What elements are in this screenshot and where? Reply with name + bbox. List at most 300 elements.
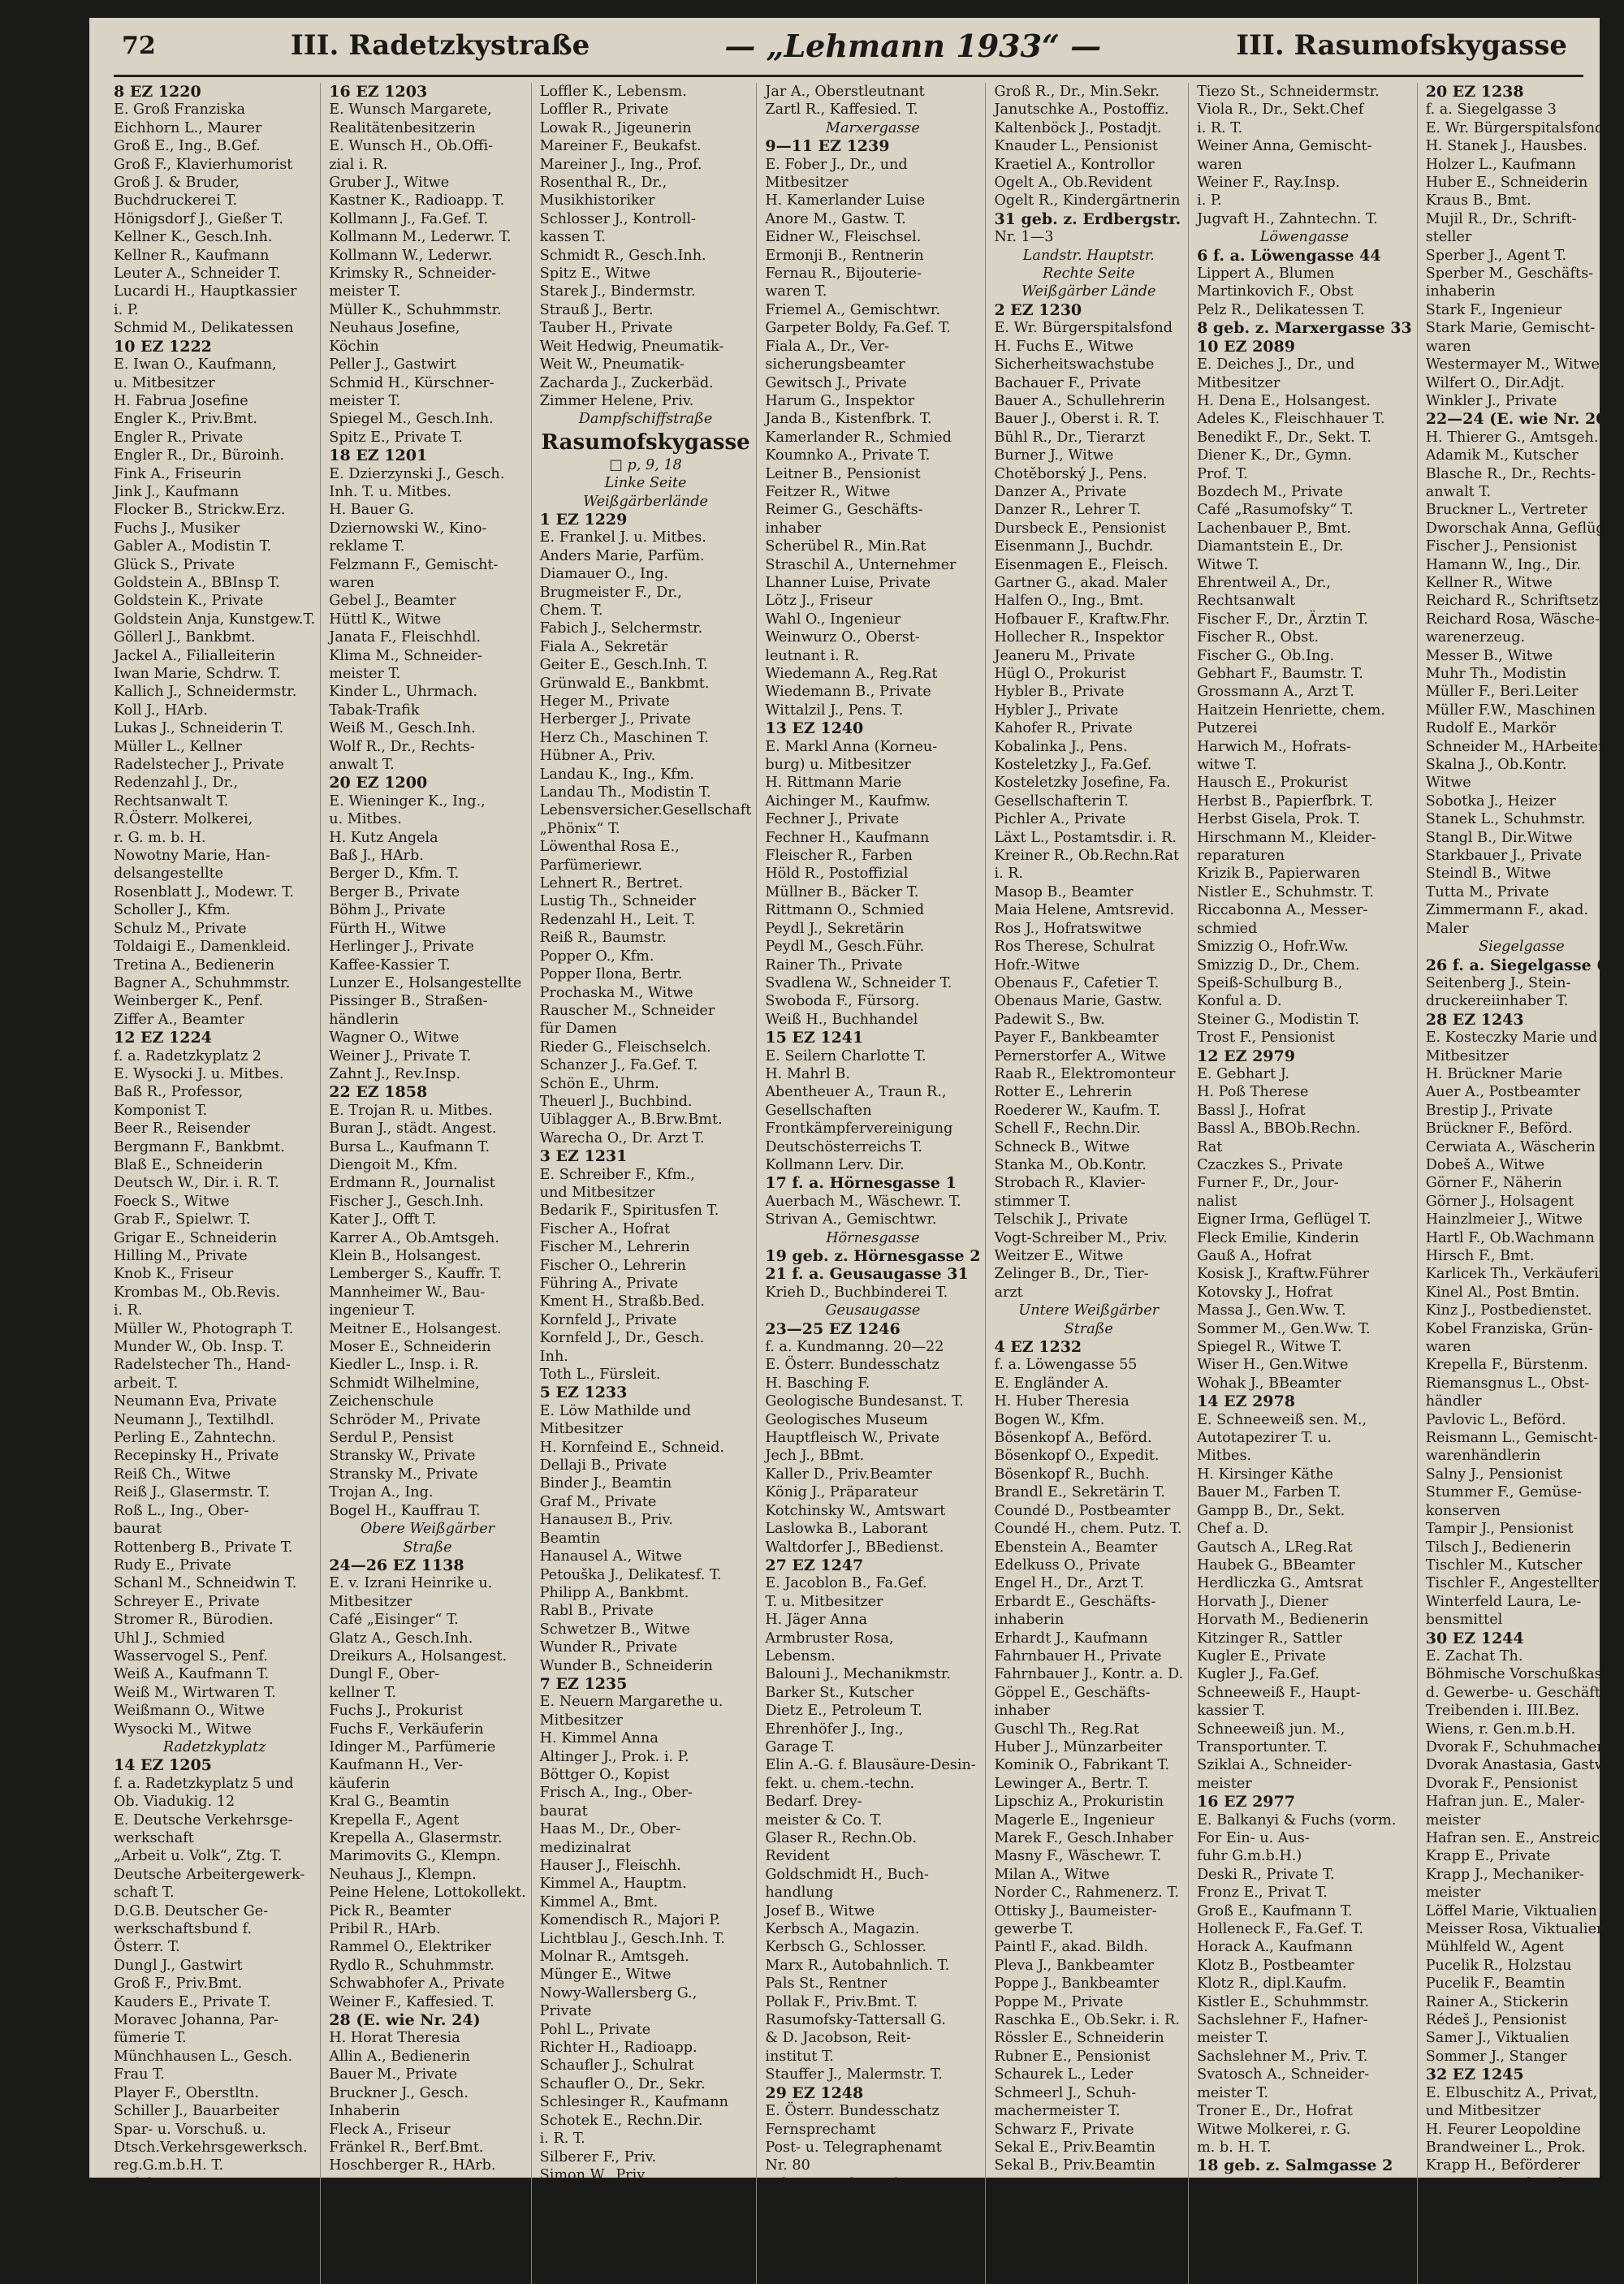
header-right-street: III. Rasumofskygasse bbox=[1236, 29, 1567, 62]
directory-entry: Frisch A., Ing., Ober- bbox=[539, 1785, 693, 1802]
directory-entry: delsangestellte bbox=[114, 866, 224, 883]
directory-entry: Moser E., Schneiderin bbox=[329, 1339, 491, 1356]
directory-entry: Kment H., Straßb.Bed. bbox=[539, 1293, 705, 1310]
directory-entry: Hirsch F., Bmt. bbox=[1425, 1248, 1535, 1264]
directory-entry: Riemansgnus L., Obst- bbox=[1425, 1375, 1590, 1392]
directory-entry: Bagner A., Schuhmmstr. bbox=[114, 974, 291, 991]
directory-entry: Mitbesitzer bbox=[539, 1421, 623, 1438]
directory-entry: Adamik M., Kutscher bbox=[1425, 447, 1579, 464]
directory-entry: Glatz A., Gesch.Inh. bbox=[329, 1630, 473, 1647]
directory-entry: inhaber bbox=[765, 520, 822, 537]
directory-entry: Simon W., Priv. bbox=[539, 2166, 648, 2183]
directory-entry: Westermayer M., Witwe bbox=[1425, 356, 1600, 373]
directory-entry: Tretina A., Bedienerin bbox=[114, 956, 274, 974]
directory-entry: Revident bbox=[765, 1848, 830, 1865]
directory-entry: Schmid M., Delikatessen bbox=[114, 320, 294, 337]
directory-entry: Sperber M., Geschäfts- bbox=[1425, 266, 1594, 283]
directory-entry: Marx R., Autobahnlich. T. bbox=[765, 1957, 950, 1974]
directory-entry: 15 EZ 1241 bbox=[765, 1029, 864, 1047]
directory-entry: Lustig Th., Schneider bbox=[539, 893, 696, 910]
directory-entry: 23—25 EZ 1246 bbox=[765, 1319, 901, 1338]
directory-entry: Tischler M., Kutscher bbox=[1425, 1556, 1583, 1574]
directory-entry: Muhr Th., Modistin bbox=[1425, 666, 1566, 682]
directory-entry: 34 f. a. Landstraßer bbox=[1425, 2211, 1597, 2230]
directory-entry: Coundé D., Postbeamter bbox=[994, 1502, 1171, 1519]
directory-entry: Bassl A., BBOb.Rechn. bbox=[1197, 1120, 1361, 1138]
directory-entry: Städler H., Friseurin bbox=[539, 2185, 691, 2202]
directory-entry: Fuchs F., Verkäuferin bbox=[329, 1721, 484, 1738]
directory-entry: Wiens, r. Gen.m.b.H. bbox=[1425, 1721, 1576, 1738]
directory-entry: Wilfert O., Dir.Adjt. bbox=[1425, 374, 1565, 391]
directory-entry: f. a. Radetzkyplatz 2 bbox=[114, 1047, 262, 1064]
directory-entry: Rieder G., Fleischselch. bbox=[539, 1038, 711, 1056]
directory-entry: Fleck A., Friseur bbox=[329, 2121, 451, 2138]
directory-entry: Hybler J., Private bbox=[994, 702, 1119, 719]
directory-entry: Wagner O., Witwe bbox=[329, 1030, 460, 1047]
directory-entry: Kerbsch G., Schlosser. bbox=[765, 1939, 927, 1956]
directory-entry: Bergmann F., Bankbmt. bbox=[114, 1138, 285, 1155]
directory-entry: i. R. bbox=[994, 866, 1024, 883]
directory-entry: Hügl O., Prokurist bbox=[994, 666, 1126, 682]
directory-entry: anwalt T. bbox=[1425, 483, 1492, 500]
directory-entry: 8 geb. z. Marxergasse 33 bbox=[1197, 319, 1412, 338]
directory-entry: i. P. bbox=[114, 301, 139, 318]
directory-entry: Raab R., Elektromonteur bbox=[994, 1065, 1176, 1082]
directory-entry: Rat bbox=[1197, 1138, 1223, 1155]
directory-entry: E. Deiches J., Dr., und bbox=[1197, 356, 1355, 373]
directory-entry: Heger M., Private bbox=[539, 693, 670, 710]
directory-entry: fuhr G.m.b.H.) bbox=[1197, 1848, 1302, 1865]
directory-entry: Brugmeister F., Dr., bbox=[539, 584, 682, 601]
directory-entry: Münger E., Witwe bbox=[539, 1967, 672, 1984]
directory-entry: Chem. T. bbox=[539, 602, 603, 619]
directory-entry: Fränkel R., Berf.Bmt. bbox=[329, 2139, 484, 2156]
directory-entry: Maia Helene, Amtsrevid. bbox=[994, 902, 1175, 919]
directory-entry: reg.G.m.b.H. T. bbox=[114, 2157, 224, 2174]
directory-entry: Tabak-Trafik bbox=[994, 2194, 1085, 2211]
directory-entry: Kosteletzky J., Fa.Gef. bbox=[994, 757, 1152, 774]
directory-entry: Viola R., Dr., Sekt.Chef bbox=[1197, 101, 1364, 119]
directory-entry: Krepella A., Glasermstr. bbox=[329, 1830, 503, 1846]
directory-entry: Österr. T. bbox=[114, 1939, 180, 1956]
directory-entry: Mitbes. bbox=[1197, 1448, 1252, 1465]
directory-entry: E. Groß Franziska bbox=[114, 101, 245, 119]
directory-column bbox=[1197, 83, 1418, 2284]
directory-entry: Radetzkyplatz bbox=[162, 1738, 266, 1755]
directory-entry: Schwarz F., Private bbox=[994, 2121, 1134, 2138]
directory-entry: Dungl F., Ober- bbox=[329, 1666, 440, 1683]
directory-entry: Herdliczka G., Amtsrat bbox=[1197, 1575, 1363, 1592]
directory-entry: Geologisches Museum bbox=[765, 1411, 928, 1428]
directory-entry: Bruckner L., Vertreter bbox=[1425, 502, 1587, 519]
directory-entry: H. Dena E., Holsangest. bbox=[1197, 392, 1371, 409]
directory-entry: Auer A., Postbeamter bbox=[1425, 1084, 1581, 1101]
directory-entry: leutnant i. R. bbox=[765, 647, 860, 664]
directory-entry: Rainer Th., Private bbox=[765, 956, 903, 974]
directory-entry: 22 EZ 1858 bbox=[329, 1083, 428, 1102]
directory-entry: Marxergasse bbox=[825, 119, 920, 136]
page-number: 72 bbox=[122, 31, 156, 60]
directory-entry: Geusaugasse bbox=[825, 1302, 921, 1319]
directory-entry: Nr. 1—3 bbox=[994, 229, 1054, 246]
directory-entry: Schneeweiß F., Haupt- bbox=[1197, 1684, 1361, 1701]
directory-entry: Goldstein K., Private bbox=[114, 593, 264, 610]
directory-entry: Fischer F., Dr., Ärztin T. bbox=[1197, 611, 1368, 628]
directory-entry: Dvorak F., Schuhmacher bbox=[1425, 1738, 1604, 1755]
directory-entry: Rechtsanwalt bbox=[1197, 593, 1296, 610]
directory-entry: Landau K., Ing., Kfm. bbox=[539, 766, 695, 783]
directory-entry: Neumann Eva, Private bbox=[114, 1393, 277, 1410]
directory-entry: Kaffee-Kassier T. bbox=[329, 956, 451, 974]
directory-entry: Peydl J., Sekretärin bbox=[765, 920, 905, 937]
directory-entry: Dietz E., Petroleum T. bbox=[765, 1703, 922, 1720]
directory-entry: Welzl R., Gastwirt bbox=[114, 2175, 244, 2192]
directory-entry: Poppe J., Bankbeamter bbox=[994, 1975, 1160, 1993]
directory-entry: Kornfeld J., Private bbox=[539, 1311, 677, 1328]
directory-entry: Witwe bbox=[1425, 775, 1471, 792]
directory-entry: bensmittel bbox=[1425, 1612, 1503, 1629]
directory-entry: Klein B., Holsangest. bbox=[329, 1248, 482, 1264]
directory-entry: Perling E., Zahntechn. bbox=[114, 1430, 276, 1447]
directory-entry: 28 EZ 1243 bbox=[1425, 1010, 1524, 1029]
directory-entry: Groß R., Dr., Min.Sekr. bbox=[994, 84, 1160, 100]
directory-entry: Haubek G., BBeamter bbox=[1197, 1556, 1355, 1574]
directory-entry: E. Wunsch Margarete, bbox=[329, 101, 492, 119]
directory-entry: Kraetiel A., Kontrollor bbox=[994, 156, 1155, 173]
directory-entry: H. Brückner Marie bbox=[1425, 1065, 1563, 1082]
directory-entry: Neumann J., Textilhdl. bbox=[114, 1411, 274, 1428]
directory-entry: Konicky W., Private bbox=[329, 2212, 469, 2229]
directory-entry: Pollak F., Priv.Bmt. T. bbox=[765, 1993, 918, 2010]
directory-entry: Scherübel R., Min.Rat bbox=[765, 538, 926, 555]
directory-entry: For Ein- u. Aus- bbox=[1197, 1830, 1310, 1846]
directory-entry: Treibenden i. III.Bez. bbox=[1425, 1703, 1579, 1720]
directory-entry: 3 EZ 1231 bbox=[539, 1147, 628, 1166]
directory-entry: Pals St., Rentner bbox=[765, 1975, 888, 1993]
directory-entry: Iwan Marie, Schdrw. T. bbox=[114, 666, 281, 682]
directory-entry: Schlesinger R., Kaufmann bbox=[539, 2094, 728, 2111]
directory-entry: Winterfeld Laura, Le- bbox=[1425, 1593, 1582, 1610]
directory-entry: Böhm J., Private bbox=[329, 902, 446, 919]
directory-entry: Schneeweiß jun. M., bbox=[1197, 1721, 1345, 1738]
directory-entry: u. Mitbesitzer bbox=[114, 374, 215, 391]
directory-entry: Herberger J., Private bbox=[539, 711, 691, 728]
directory-entry: 6 f. a. Löwengasse 44 bbox=[1197, 246, 1381, 265]
directory-entry: warenerzeug. bbox=[1425, 629, 1526, 646]
directory-entry: Coundé H., chem. Putz. T. bbox=[994, 1521, 1182, 1538]
directory-entry: Hörnesgasse bbox=[826, 1229, 920, 1246]
directory-entry: Mühlfeld W., Agent bbox=[1425, 1939, 1564, 1956]
directory-entry: Dellaji B., Private bbox=[539, 1457, 667, 1474]
directory-entry: Geiter E., Gesch.Inh. T. bbox=[539, 657, 708, 674]
directory-entry: Lebensm. bbox=[765, 1647, 836, 1664]
directory-entry: meister bbox=[1425, 1885, 1481, 1902]
directory-entry: Wiedemann B., Private bbox=[765, 684, 931, 701]
directory-entry: r. G. m. b. H. bbox=[114, 829, 206, 846]
directory-entry: Ottisky J., Baumeister- bbox=[994, 1902, 1157, 1919]
directory-entry: Laslowka B., Laborant bbox=[765, 1521, 928, 1538]
directory-entry: Post- u. Telegraphenamt bbox=[765, 2139, 942, 2156]
directory-entry: konserven bbox=[1425, 1502, 1501, 1519]
directory-entry: Diengoit M., Kfm. bbox=[329, 1156, 458, 1173]
directory-entry: Maler bbox=[1425, 920, 1469, 937]
directory-entry: Magerle E., Ingenieur bbox=[994, 1811, 1155, 1828]
directory-entry: H. Kornfeind E., Schneid. bbox=[539, 1439, 725, 1456]
directory-entry: Fleck Emilie, Kinderin bbox=[1197, 1229, 1359, 1246]
directory-entry: Mujil R., Dr., Schrift- bbox=[1425, 210, 1577, 227]
directory-entry: Schreyer E., Private bbox=[114, 1593, 260, 1610]
directory-entry: Göllerl J., Bankbmt. bbox=[114, 629, 256, 646]
directory-entry: H. Kutz Angela bbox=[329, 829, 438, 846]
directory-entry: 28 (E. wie Nr. 24) bbox=[329, 2011, 481, 2030]
directory-entry: Bauer A., Schullehrerin bbox=[994, 392, 1165, 409]
directory-entry: 13 EZ 1240 bbox=[765, 719, 864, 738]
directory-entry: Gabler A., Modistin T. bbox=[114, 538, 272, 555]
directory-entry: Masny F., Wäschewr. T. bbox=[994, 1848, 1162, 1865]
directory-entry: H. Huber Theresia bbox=[994, 1393, 1129, 1410]
directory-entry: Obere Weißgärber bbox=[360, 1521, 495, 1538]
directory-entry: Dungl J., Gastwirt bbox=[114, 1957, 243, 1974]
directory-entry: Fuchs J., Prokurist bbox=[329, 1703, 464, 1720]
directory-entry: Schröder M., Private bbox=[329, 1411, 481, 1428]
directory-entry: Erhardt J., Kaufmann bbox=[994, 1630, 1148, 1647]
directory-entry: Dobeš A., Witwe bbox=[1425, 1156, 1545, 1173]
directory-entry: Riccabonna A., Messer- bbox=[1197, 902, 1368, 919]
directory-entry: Fiala A., Dr., Ver- bbox=[765, 338, 890, 355]
directory-entry: Gauß A., Hofrat bbox=[1197, 1248, 1312, 1264]
directory-entry: Bauer M., Private bbox=[329, 2066, 458, 2083]
directory-entry: Spitz E., Private T. bbox=[329, 429, 463, 446]
directory-entry: Zartl R., Kaffesied. T. bbox=[765, 101, 918, 119]
directory-entry: Müller F., Beri.Leiter bbox=[1425, 684, 1579, 701]
directory-entry: Ros Therese, Schulrat bbox=[994, 939, 1155, 956]
directory-entry: Mitbesitzer bbox=[1425, 1047, 1509, 1064]
directory-entry: waren bbox=[1425, 338, 1471, 355]
directory-entry: Reimer G., Geschäfts- bbox=[765, 502, 923, 519]
directory-entry: Dworschak Anna, Geflüg. bbox=[1425, 520, 1610, 537]
directory-entry: werkschaft bbox=[114, 1830, 194, 1846]
directory-entry: Peine Helene, Lottokollekt. bbox=[329, 1885, 526, 1902]
directory-entry: Fahrnbauer J., Kontr. a. D. bbox=[994, 1666, 1184, 1683]
directory-entry: Koll J., HArb. bbox=[114, 702, 208, 719]
directory-entry: E. Löw Mathilde und bbox=[539, 1402, 691, 1419]
directory-entry: Kornfeld J., Dr., Gesch. bbox=[539, 1330, 705, 1347]
directory-entry: Leitner B., Pensionist bbox=[765, 465, 921, 482]
directory-entry: Hübner A., Priv. bbox=[539, 748, 656, 765]
directory-entry: Führing A., Private bbox=[539, 1276, 679, 1292]
directory-entry: Kellner R., Witwe bbox=[1425, 574, 1553, 591]
directory-entry: warenhändlerin bbox=[1425, 1448, 1541, 1465]
directory-entry: Müller L., Kellner bbox=[114, 738, 242, 755]
header-rule bbox=[114, 75, 1583, 77]
directory-entry: Stanka M., Ob.Kontr. bbox=[994, 1156, 1147, 1173]
directory-entry: Hafran jun. E., Maler- bbox=[1425, 1794, 1585, 1811]
directory-entry: Smizzig D., Dr., Chem. bbox=[1197, 956, 1360, 974]
directory-entry: Prof. T. bbox=[1197, 465, 1248, 482]
directory-entry: Engler R., Dr., Büroinh. bbox=[114, 447, 285, 464]
directory-entry: inhaber bbox=[994, 1703, 1051, 1720]
directory-entry: Weiner F., Kaffesied. T. bbox=[329, 1993, 495, 2010]
directory-entry: schmied bbox=[1197, 920, 1258, 937]
page-header bbox=[89, 18, 1600, 73]
directory-entry: Kollmann Lerv. Dir. bbox=[765, 1156, 905, 1173]
directory-entry: zial i. R. bbox=[329, 156, 388, 173]
directory-entry: Weißgärber Lände bbox=[1021, 283, 1156, 300]
directory-entry: Rubner E., Pensionist bbox=[994, 2048, 1151, 2065]
directory-entry: Hüttl K., Witwe bbox=[329, 611, 442, 628]
directory-entry: Obenaus Marie, Gastw. bbox=[994, 993, 1163, 1010]
directory-entry: H. Poß Therese bbox=[1197, 1084, 1309, 1101]
directory-entry: Sperber J., Agent T. bbox=[1425, 247, 1567, 264]
directory-entry: Kerp J., Disponent bbox=[329, 2175, 460, 2192]
directory-entry: Löffel Marie, Viktualien bbox=[1425, 1902, 1597, 1919]
directory-entry: fekt. u. chem.-techn. bbox=[765, 1775, 915, 1792]
directory-entry: Karrer A., Ob.Amtsgeh. bbox=[329, 1229, 499, 1246]
directory-entry: Pissinger B., Straßen- bbox=[329, 993, 488, 1010]
directory-entry: Feitzer R., Witwe bbox=[765, 483, 891, 500]
directory-entry: Tabak-Trafik bbox=[329, 702, 420, 719]
directory-entry: Harwich M., Hofrats- bbox=[1197, 738, 1351, 755]
directory-entry: Bogel H., Kauffrau T. bbox=[329, 1502, 481, 1519]
directory-entry: Kominik O., Fabrikant T. bbox=[994, 1757, 1170, 1774]
directory-entry: Bursa L., Kaufmann T. bbox=[329, 1138, 490, 1155]
directory-entry: werkschaftsbund f. bbox=[114, 1921, 253, 1938]
directory-entry: Lowak R., Jigeunerin bbox=[539, 119, 692, 136]
directory-entry: Bozdech M., Private bbox=[1197, 483, 1343, 500]
directory-column bbox=[1426, 83, 1622, 2284]
directory-entry: Schön E., Uhrm. bbox=[539, 1075, 659, 1092]
directory-entry: Smizzig O., Hofr.Ww. bbox=[1197, 939, 1349, 956]
directory-entry: reparaturen bbox=[1197, 848, 1285, 865]
directory-entry: Masop B., Beamter bbox=[994, 883, 1134, 900]
directory-entry: Wiser H., Gen.Witwe bbox=[1197, 1357, 1349, 1374]
directory-entry: Prochaska M., Witwe bbox=[539, 984, 693, 1001]
directory-entry: Svadlena W., Schneider T. bbox=[765, 974, 952, 991]
directory-entry: 32 EZ 1245 bbox=[1425, 2066, 1524, 2084]
directory-entry: Josef B., Witwe bbox=[765, 1902, 875, 1919]
directory-entry: „Arbeit u. Volk“, Ztg. T. bbox=[114, 1848, 283, 1865]
directory-entry: Marimovits G., Klempn. bbox=[329, 1848, 501, 1865]
directory-entry: Herz Ch., Maschinen T. bbox=[539, 729, 710, 746]
directory-entry: Reichard Rosa, Wäsche- bbox=[1425, 611, 1600, 628]
directory-entry: Nowotny Marie, Han- bbox=[114, 848, 270, 865]
directory-entry: Kollmann M., Lederwr. T. bbox=[329, 229, 512, 246]
directory-entry: E. Balkanyi & Fuchs (vorm. bbox=[1197, 1811, 1397, 1828]
directory-entry: Fischer J., Pensionist bbox=[1425, 538, 1577, 555]
directory-entry: Inhaberin bbox=[329, 2103, 400, 2120]
directory-entry: Foeck S., Witwe bbox=[114, 1193, 230, 1210]
directory-entry: Weiß M., Wirtwaren T. bbox=[114, 1684, 276, 1701]
directory-entry: Diamantstein E., Dr. bbox=[1197, 538, 1344, 555]
directory-entry: Hybler B., Private bbox=[994, 684, 1125, 701]
directory-entry: 24—26 EZ 1138 bbox=[329, 1556, 464, 1574]
directory-entry: Knob K., Friseur bbox=[114, 1266, 234, 1283]
directory-columns bbox=[114, 83, 1618, 2283]
directory-entry: Pernerstorfer A., Witwe bbox=[994, 1047, 1166, 1064]
directory-entry: Grab F., Spielwr. T. bbox=[114, 1211, 251, 1228]
directory-entry: 16 EZ 2977 bbox=[1197, 1793, 1295, 1811]
directory-entry: Schneider M., HArbeiter bbox=[1425, 738, 1605, 755]
directory-entry: Roß L., Ing., Ober- bbox=[114, 1502, 249, 1519]
directory-entry: & D. Jacobson, Reit- bbox=[765, 2030, 911, 2047]
directory-entry: Schaufler O., Dr., Sekr. bbox=[539, 2075, 706, 2092]
directory-entry: baurat bbox=[114, 1521, 162, 1538]
directory-entry: Graf M., Private bbox=[539, 1493, 657, 1510]
directory-entry: Wasservogel S., Penf. bbox=[114, 1647, 268, 1664]
directory-entry: Strobach R., Klavier- bbox=[994, 1175, 1146, 1192]
directory-entry: Sachslehner M., Priv. T. bbox=[1197, 2048, 1368, 2065]
directory-entry: Haitzein Henriette, chem. bbox=[1197, 702, 1385, 719]
directory-entry: Kimmel A., Hauptm. bbox=[539, 1876, 687, 1893]
directory-entry: 30 EZ 1244 bbox=[1425, 1629, 1524, 1647]
directory-entry: Loffler R., Private bbox=[539, 101, 669, 119]
directory-entry: Abentheuer A., Traun R., bbox=[765, 1084, 947, 1101]
directory-entry: Uiblagger A., B.Brw.Bmt. bbox=[539, 1112, 723, 1129]
directory-entry: Richter H., Radioapp. bbox=[539, 2040, 698, 2057]
directory-entry: Kirschinger E., Private bbox=[329, 2194, 495, 2211]
directory-entry: Sicherheitswachstube bbox=[994, 356, 1155, 373]
directory-entry: Lebensversicher.Gesellschaft bbox=[539, 802, 752, 819]
directory-entry: Schotek E., Rechn.Dir. bbox=[539, 2112, 703, 2129]
directory-entry: Erbardt E., Geschäfts- bbox=[994, 1593, 1156, 1610]
directory-entry: Paintl F., akad. Bildh. bbox=[994, 1939, 1148, 1956]
directory-entry: Danzer R., Lehrer T. bbox=[994, 502, 1142, 519]
directory-entry: meister & Co. T. bbox=[765, 1811, 883, 1828]
directory-entry: Kimmel A., Bmt. bbox=[539, 1893, 659, 1911]
directory-entry: Haas M., Dr., Ober- bbox=[539, 1821, 681, 1838]
directory-entry: meister T. bbox=[1197, 2084, 1269, 2101]
directory-entry: Kinel Al., Post Bmtin. bbox=[1425, 1284, 1580, 1301]
directory-entry: Schaurek L., Leder bbox=[994, 2066, 1134, 2083]
directory-entry: Komendisch R., Majori P. bbox=[539, 1912, 721, 1929]
directory-entry: H. Fabrua Josefine bbox=[114, 392, 248, 409]
directory-entry: H. Mahrl B. bbox=[765, 1065, 850, 1082]
directory-entry: kellner T. bbox=[329, 1684, 397, 1701]
directory-entry: E. Seilern Charlotte T. bbox=[765, 1047, 926, 1064]
directory-entry: Fiala A., Sekretär bbox=[539, 638, 668, 655]
directory-entry: Groß F., Priv.Bmt. bbox=[114, 1975, 243, 1993]
directory-entry: Realitätenbesitzerin bbox=[329, 119, 476, 136]
directory-entry: Kerbsch A., Magazin. bbox=[765, 1921, 920, 1938]
directory-entry: E. Trojan R. u. Mitbes. bbox=[329, 1102, 493, 1119]
directory-entry: Popper O., Kfm. bbox=[539, 948, 654, 965]
directory-entry: 7 EZ 1235 bbox=[539, 1674, 628, 1693]
directory-entry: E. Wysocki J. u. Mitbes. bbox=[114, 1065, 284, 1082]
directory-entry: Binder J., Beamtin bbox=[539, 1475, 672, 1492]
directory-entry: 17 f. a. Hörnesgasse 1 bbox=[765, 1174, 957, 1193]
directory-entry: stimmer T. bbox=[994, 1193, 1071, 1210]
directory-entry: Groß E., Kaufmann T. bbox=[1197, 1902, 1353, 1919]
directory-entry: Weit W., Pneumatik- bbox=[539, 356, 685, 373]
directory-entry: R.Österr. Molkerei, bbox=[114, 811, 253, 828]
directory-entry: Trojan A., Ing. bbox=[329, 1484, 434, 1501]
directory-entry: Diamauer O., Ing. bbox=[539, 566, 669, 583]
directory-column bbox=[329, 83, 531, 2284]
directory-entry: Pribil R., HArb. bbox=[329, 1921, 441, 1938]
directory-entry: Stangl B., Dir.Witwe bbox=[1425, 829, 1573, 846]
directory-entry: reklame T. bbox=[329, 538, 405, 555]
directory-entry: Telegr.-Direktion f. Wien bbox=[765, 2175, 943, 2192]
directory-entry: Fischer R., Obst. bbox=[1197, 629, 1319, 646]
directory-entry: Rudolf E., Markör bbox=[1425, 720, 1557, 737]
directory-entry: Göppel E., Geschäfts- bbox=[994, 1684, 1151, 1701]
directory-entry: Müller W., Photograph T. bbox=[114, 1320, 294, 1337]
directory-entry: Spiegel M., Gesch.Inh. bbox=[329, 411, 494, 428]
directory-entry: und Mitbesitzer bbox=[539, 1184, 655, 1201]
directory-entry: Brestip J., Private bbox=[1425, 1102, 1553, 1119]
directory-entry: Tiezo St., Schneidermstr. bbox=[1197, 84, 1380, 100]
directory-entry: meister bbox=[1197, 1775, 1252, 1792]
